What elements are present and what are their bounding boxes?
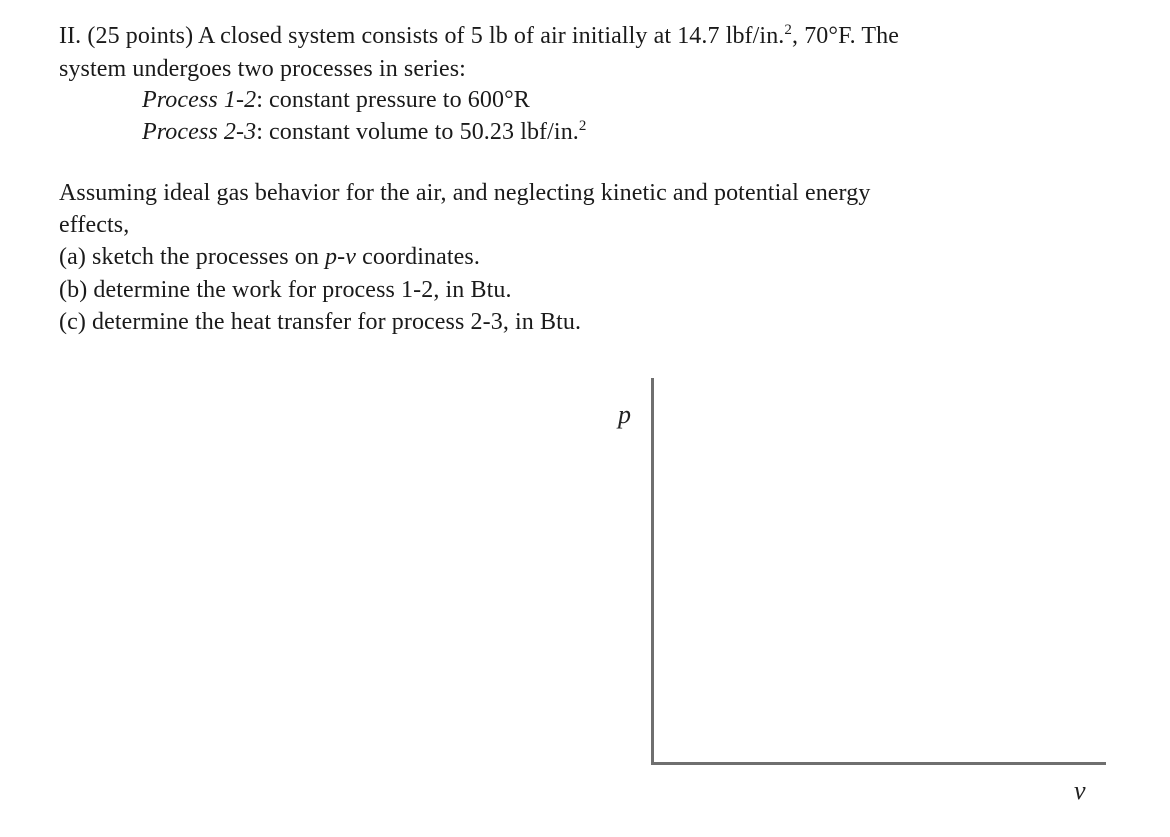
problem-number: II.: [59, 23, 82, 49]
problem-points: (25 points): [87, 23, 194, 49]
assumption-line-2: effects,: [59, 212, 130, 238]
problem-statement: A closed system consists of 5 lb of air initially at 14.7 lbf/in.: [197, 23, 785, 49]
task-a-prefix: (a) sketch the processes on: [59, 244, 326, 270]
x-axis: [651, 762, 1106, 765]
assumption-line-1: Assuming ideal gas behavior for the air, and neglecting kinetic and potential energy: [59, 180, 871, 206]
problem-line-2: system undergoes two processes in series:: [59, 56, 466, 82]
task-a-coords: p-v: [325, 244, 356, 270]
process-1-2: [142, 84, 530, 116]
y-axis: [651, 378, 654, 765]
problem-statement-end: , 70°F. The: [792, 23, 900, 49]
x-axis-label: v: [1074, 776, 1086, 805]
y-axis-label: p: [618, 400, 631, 429]
process-2-3: [142, 116, 587, 148]
process-description: : constant volume to 50.23 lbf/in.: [256, 119, 579, 145]
process-description: : constant pressure to 600°R: [256, 87, 530, 113]
task-b: (b) determine the work for process 1-2, in Btu.: [59, 277, 512, 303]
task-c: (c) determine the heat transfer for process 2-3, in Btu.: [59, 309, 582, 335]
problem-line-1: [59, 20, 899, 52]
task-a: [59, 241, 480, 273]
process-label: Process 2-3: [142, 119, 257, 145]
superscript: 2: [784, 22, 792, 38]
task-a-suffix: coordinates.: [356, 244, 480, 270]
process-label: Process 1-2: [142, 87, 257, 113]
superscript: 2: [578, 118, 587, 134]
